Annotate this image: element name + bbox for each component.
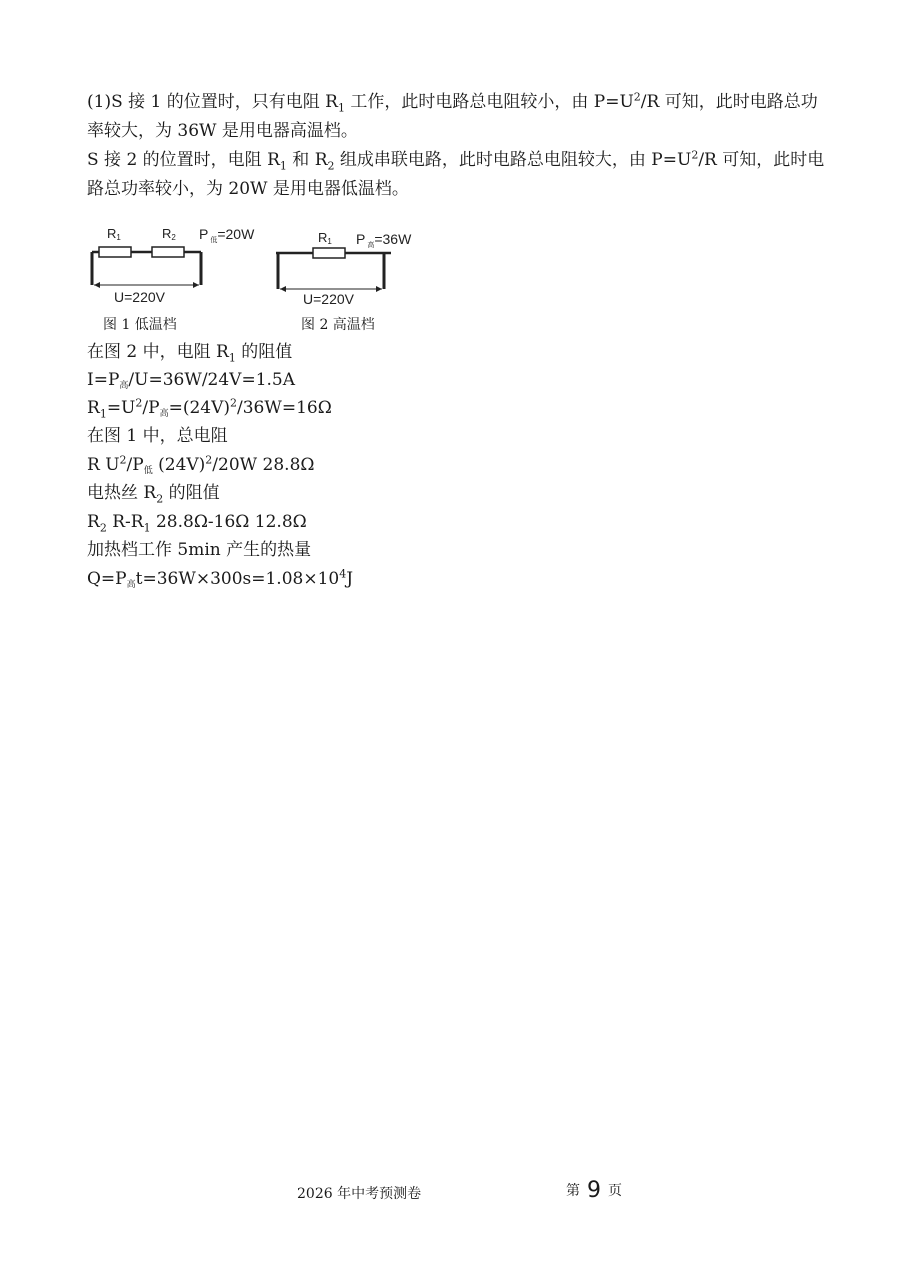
fig1-resistor-r2 <box>152 247 184 257</box>
p2-text-d: /R 可知，此时电路总功率较小，为 20W 是用电器低温档。 <box>87 150 825 199</box>
figure-1-caption: 图 1 低温档 <box>103 317 177 333</box>
p1-text-c: /R 可知，此时电路总功率较大，为 36W 是用电器高温档。 <box>87 92 818 141</box>
figure-2-caption: 图 2 高温档 <box>301 317 375 333</box>
p2-sup-c: 2 <box>691 148 699 162</box>
fig2-power-label: P $_高$=36W <box>356 231 412 249</box>
fig2-r1-label: R1 <box>318 230 332 246</box>
solution-line-1: 在图 2 中，电阻 $R_1$ 的阻值 <box>87 342 293 365</box>
fig1-arrowhead-left <box>94 282 100 288</box>
figure-2-circuit <box>272 222 432 312</box>
fig1-power-label: P $_低$=20W <box>199 226 255 244</box>
p1-sub-a: 1 <box>337 101 345 115</box>
p2-sub-b: 2 <box>327 159 335 173</box>
fig2-arrowhead-left <box>280 286 286 292</box>
explanation-paragraph-1 <box>87 88 827 146</box>
solution-line-8: 加热档工作 5min 产生的热量 <box>87 540 312 560</box>
p2-text-c: 组成串联电路，此时电路总电阻较大，由 P=U <box>334 150 692 170</box>
footer-exam-title: 2026 年中考预测卷 <box>297 1186 422 1202</box>
footer-page-number: 第 9 页 <box>566 1178 622 1203</box>
solution-line-2: I=P高/U=36W/24V=1.5A <box>87 370 296 391</box>
solution-line-6: 电热丝 $R_2$ 的阻值 <box>87 483 220 506</box>
p2-sub-a: 1 <box>279 159 287 173</box>
solution-line-3: $R_1=U^2/P$高$=(24V)^2/36W=16\Omega$ <box>87 396 332 421</box>
fig1-resistor-r1 <box>99 247 131 257</box>
fig2-resistor-r1 <box>313 248 345 258</box>
explanation-paragraph-2 <box>87 146 827 204</box>
fig1-arrowhead-right <box>193 282 199 288</box>
fig1-r2-label: R2 <box>162 226 176 242</box>
p2-text-a: S 接 2 的位置时，电阻 R <box>87 150 280 170</box>
p1-sup-b: 2 <box>633 90 641 104</box>
fig1-r1-label: R1 <box>107 226 121 242</box>
solution-line-5: R $U^2/P$低 $(24V)^2/20W$ 28.8Ω <box>87 453 315 476</box>
fig1-voltage-label: U=220V <box>114 289 165 305</box>
p1-text-a: (1)S 接 1 的位置时，只有电阻 R <box>87 92 338 112</box>
figure-1-circuit <box>84 222 264 312</box>
solution-line-4: 在图 1 中，总电阻 <box>87 426 228 446</box>
solution-line-7: $R_2$ $R-R_1$ 28.8Ω-16Ω 12.8Ω <box>87 512 307 535</box>
fig2-arrowhead-right <box>376 286 382 292</box>
p1-text-b: 工作，此时电路总电阻较小，由 P=U <box>344 92 634 112</box>
p2-text-b: 和 R <box>286 150 328 170</box>
fig2-voltage-label: U=220V <box>303 291 354 307</box>
solution-line-9: Q=P高$t=36W\times 300s=1.08\times 10^4J$ <box>87 567 354 590</box>
